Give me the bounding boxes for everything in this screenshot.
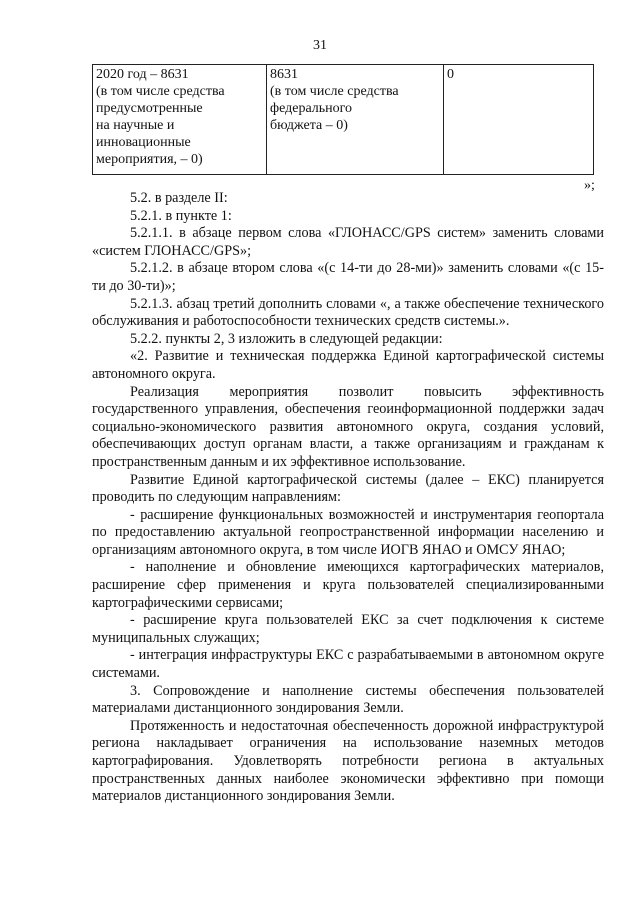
cell-line: (в том числе средства	[96, 84, 225, 99]
list-item: - расширение функциональных возможностей и инструментария геопортала по предоставлению актуальной геопространственной информации населению и организациям автономного округа, в том числе ИОГВ ЯНАО и ОМСУ ЯНАО;	[92, 506, 604, 558]
paragraph: 5.2. в разделе II:	[130, 190, 228, 206]
list-item: - наполнение и обновление имеющихся картографических материалов, расширение сфер применения и круга пользователей специализированными картографическими сервисами;	[92, 559, 604, 611]
paragraph: «2. Развитие и техническая поддержка Единой картографической системы автономного округа.	[92, 348, 604, 382]
paragraph: Реализация мероприятия позволит повысить эффективность государственного управления, обеспечения геоинформационной поддержки задач социально-экономического развития автономного округа, создания условий, обеспечивающих доступ органам власти, а также организациям и гражданам к пространственным данным и их эффективное использование.	[92, 383, 604, 470]
cell-line: на научные и	[96, 118, 175, 133]
paragraph: 5.2.2. пункты 2, 3 изложить в следующей редакции:	[130, 330, 443, 347]
list-item: - интеграция инфраструктуры ЕКС с разрабатываемыми в автономном округе системами.	[92, 647, 604, 682]
cell-line: 0	[447, 67, 454, 82]
cell-line: инновационные	[96, 135, 191, 150]
paragraph: Развитие Единой картографической системы (далее – ЕКС) планируется проводить по следующим направлениям:	[92, 471, 604, 506]
table-row	[93, 65, 594, 175]
cell-line: мероприятия, – 0)	[96, 152, 203, 167]
paragraph: 5.2.1. в пункте 1:	[130, 207, 232, 224]
funding-table	[92, 64, 594, 175]
list-item: - расширение круга пользователей ЕКС за счет подключения к системе муниципальных служащих;	[92, 612, 604, 646]
cell-line: федерального	[270, 101, 353, 116]
table-cell-total	[93, 65, 267, 175]
paragraph: Протяженность и недостаточная обеспеченность дорожной инфраструктурой региона накладывает ограничения на использование наземных методов картографирования. Удовлетворять потребности региона в актуальных пространственных данных наиболее экономически эффективно при помощи материалов дистанционного зондирования Земли.	[92, 717, 604, 805]
paragraph: 5.2.1.1. в абзаце первом слова «ГЛОНАСС/GPS систем» заменить словами «систем ГЛОНАСС/GPS»;	[92, 225, 604, 259]
paragraph: 5.2.1.3. абзац третий дополнить словами «, а также обеспечение технического обслуживания и работоспособности технических средств системы.».	[92, 295, 604, 330]
cell-line: 8631	[270, 67, 298, 82]
cell-line: бюджета – 0)	[270, 118, 348, 133]
document-body	[92, 190, 604, 806]
paragraph: 5.2.1.2. в абзаце втором слова «(с 14-ти до 28-ми)» заменить словами «(с 15-ти до 30-ти)»;	[92, 260, 604, 294]
page-number: 31	[313, 38, 327, 53]
cell-line: (в том числе средства	[270, 84, 399, 99]
table-cell-regional	[267, 65, 444, 175]
paragraph: 3. Сопровождение и наполнение системы обеспечения пользователей материалами дистанционного зондирования Земли.	[92, 682, 604, 717]
table-cell-other	[444, 65, 594, 175]
cell-line: предусмотренные	[96, 101, 203, 116]
closing-quote: »;	[584, 178, 595, 193]
cell-line: 2020 год – 8631	[96, 67, 189, 82]
